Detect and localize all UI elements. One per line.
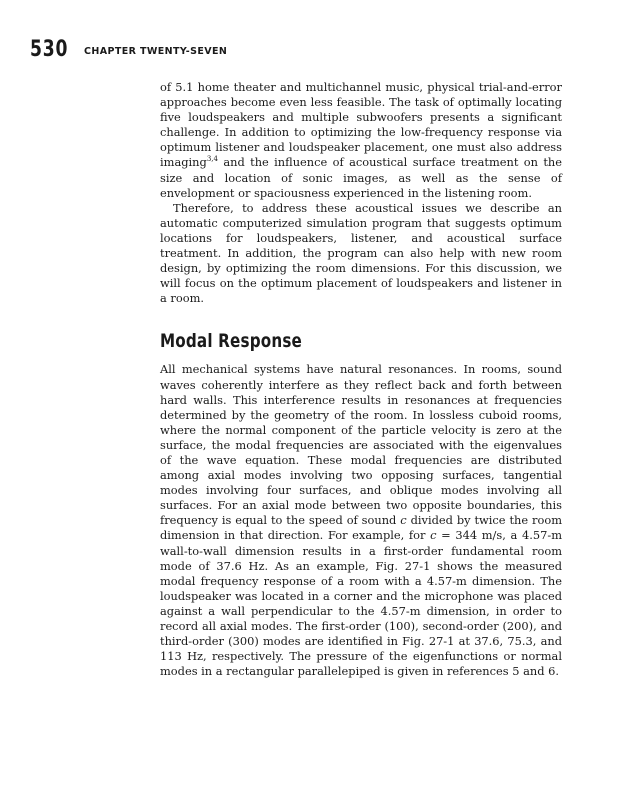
citation-superscript: 3,4	[206, 155, 218, 164]
paragraph-3	[160, 362, 562, 679]
page-number: 530	[30, 37, 69, 62]
speed-of-sound-variable: c	[400, 513, 407, 528]
speed-of-sound-variable-2: c	[430, 528, 437, 543]
paragraph-1-text-continued: and the influence of acoustical surface treatment on the size and location of sonic images, as well as the sense of envelopment or spaciousness experienced in the listening room.	[160, 155, 562, 200]
page-body	[160, 80, 562, 679]
paragraph-3-text-continued: divided by twice the room dimension in that direction. For example, for	[160, 513, 562, 543]
section-heading: Modal Response	[160, 330, 303, 353]
paragraph-2: Therefore, to address these acoustical issues we describe an automatic computerized simulation program that suggests optimum locations for loudspeakers, listener, and acoustical surface treatment. In addition, the program can also help with new room design, by optimizing the room dimensions. For this discussion, we will focus on the optimum placement of loudspeakers and listener in a room.	[160, 200, 562, 306]
paragraph-3-text-end: = 344 m/s, a 4.57-m wall-to-wall dimension results in a first-order fundamental room mode of 37.6 Hz. As an example, Fig. 27-1 shows the measured modal frequency response of a room with a 4.57-m dimension. The loudspeaker was located in a corner and the microphone was placed against a wall perpendicular to the 4.57-m dimension, in order to record all axial modes. The first-order (100), second-order (200), and third-order (300) modes are identified in Fig. 27-1 at 37.6, 75.3, and 113 Hz, respectively. The pressure of the eigenfunctions or normal modes in a rectangular parallelepiped is given in references 5 and 6.	[160, 528, 562, 679]
paragraph-1	[160, 80, 562, 201]
running-head	[30, 37, 227, 67]
paragraph-1-text: of 5.1 home theater and multichannel music, physical trial-and-error approaches become even less feasible. The task of optimally locating five loudspeakers and multiple subwoofers presents a significant challenge. In addition to optimizing the low-frequency response via optimum listener and loudspeaker placement, one must also address imaging	[160, 80, 562, 170]
chapter-title: CHAPTER TWENTY-SEVEN	[84, 46, 228, 57]
paragraph-3-text: All mechanical systems have natural resonances. In rooms, sound waves coherently interfere as they reflect back and forth between hard walls. This interference results in resonances at frequencies determined by the geometry of the room. In lossless cuboid rooms, where the normal component of the particle velocity is zero at the surface, the modal frequencies are associated with the eigenvalues of the wave equation. These modal frequencies are distributed among axial modes involving two opposing surfaces, tangential modes involving four surfaces, and oblique modes involving all surfaces. For an axial mode between two opposite boundaries, this frequency is equal to the speed of sound	[160, 362, 562, 528]
